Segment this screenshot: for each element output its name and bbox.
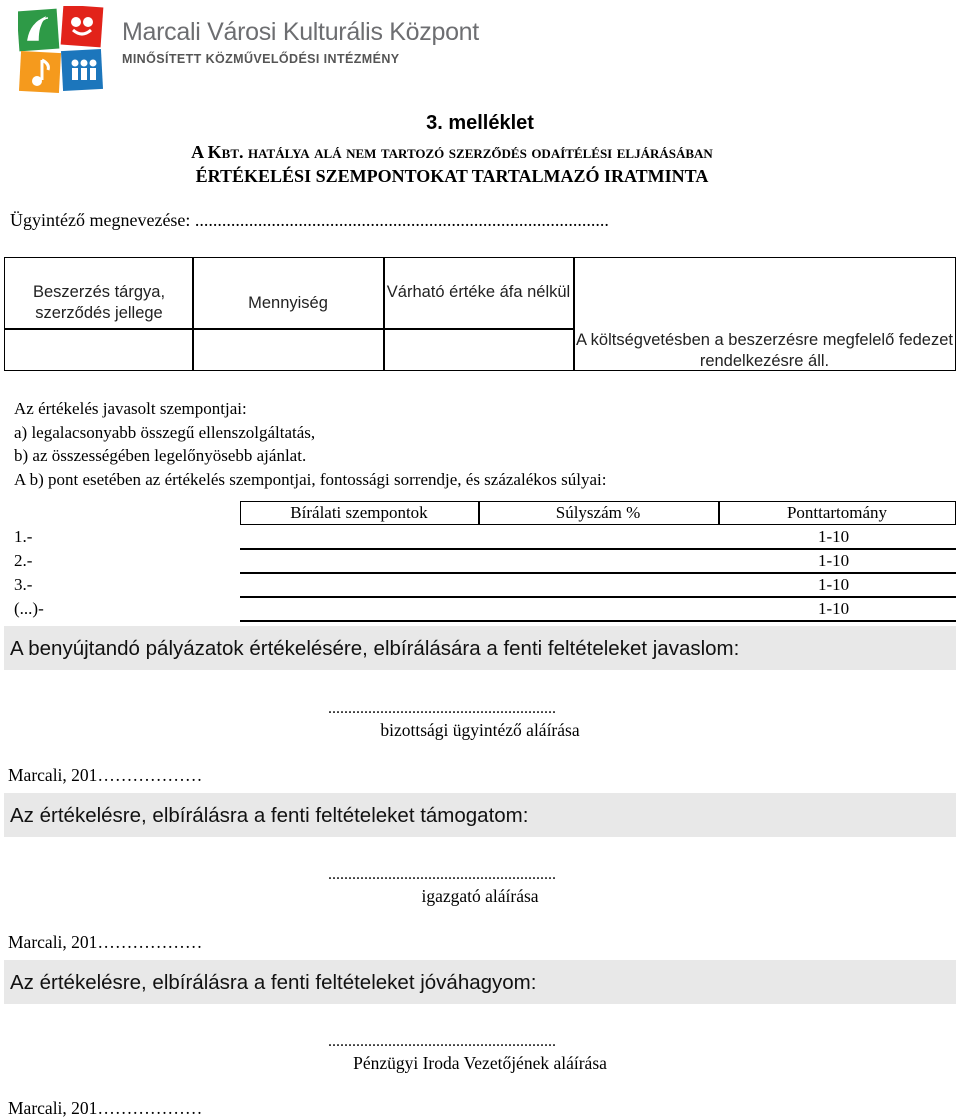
proposal-statement: A benyújtandó pályázatok értékelésére, elbírálására a fenti feltételeket javaslom: — [10, 637, 740, 660]
place-date: Marcali, 201……………… — [8, 765, 203, 785]
criteria-option-a: a) legalacsonyabb összegű ellenszolgáltatás, — [14, 423, 316, 442]
criteria-row-number: 2.- — [14, 551, 33, 570]
procurement-table — [4, 257, 956, 371]
organization-logo — [18, 6, 104, 94]
signature-line: ......................................................... — [328, 1033, 556, 1050]
criteria-row-number: 1.- — [14, 527, 33, 546]
criteria-row-range: 1-10 — [818, 599, 850, 618]
place-date: Marcali, 201……………… — [8, 932, 203, 952]
criteria-row-number: (...)- — [14, 599, 44, 618]
criteria-option-b: b) az összességében legelőnyösebb ajánlat. — [14, 446, 307, 465]
row-divider — [240, 548, 956, 550]
document-title-line-2: ÉRTÉKELÉSI SZEMPONTOKAT TARTALMAZÓ IRATMINTA — [195, 166, 709, 186]
logo-tile-green — [18, 9, 59, 52]
support-statement: Az értékelésre, elbírálásra a fenti feltételeket támogatom: — [10, 804, 529, 827]
logo-tile-blue — [61, 49, 103, 91]
budget-coverage-note: A költségvetésben a beszerzésre megfelelő fedezet rendelkezésre áll. — [576, 331, 953, 370]
signature-line: ......................................................... — [328, 866, 556, 883]
signature-line: ......................................................... — [328, 700, 556, 717]
signature-caption-director: igazgató aláírása — [421, 886, 539, 906]
approval-band — [4, 960, 956, 1004]
approval-statement: Az értékelésre, elbírálásra a fenti feltételeket jóváhagyom: — [10, 971, 537, 994]
signature-caption-finance-head: Pénzügyi Iroda Vezetőjének aláírása — [353, 1053, 607, 1073]
header-procurement-subject: Beszerzés tárgya, szerződés jellege — [32, 283, 166, 322]
place-date: Marcali, 201……………… — [8, 1098, 203, 1118]
criteria-row-range: 1-10 — [818, 575, 850, 594]
logo-tile-red — [61, 6, 104, 47]
criteria-row-number: 3.- — [14, 575, 33, 594]
header-point-range: Ponttartomány — [786, 503, 888, 522]
header-weight: Súlyszám % — [555, 503, 641, 522]
organization-subtitle: MINŐSÍTETT KÖZMŰVELŐDÉSI INTÉZMÉNY — [122, 52, 400, 66]
organization-name: Marcali Városi Kulturális Központ — [122, 18, 479, 46]
header-quantity: Mennyiség — [248, 294, 328, 312]
row-divider — [240, 596, 956, 598]
criteria-row-range: 1-10 — [818, 551, 850, 570]
criteria-table-header — [240, 501, 956, 525]
header-estimated-value: Várható értéke áfa nélkül — [386, 283, 571, 301]
administrator-label: Ügyintéző megnevezése: ............................................................................................ — [10, 210, 609, 230]
criteria-row-range: 1-10 — [818, 527, 850, 546]
row-divider — [240, 620, 956, 622]
logo-tile-orange — [19, 51, 61, 93]
header-evaluation-criteria: Bírálati szempontok — [290, 503, 428, 522]
table-row-divider — [5, 328, 574, 330]
proposal-band — [4, 626, 956, 670]
criteria-intro: Az értékelés javasolt szempontjai: — [14, 399, 247, 418]
criteria-b-note: A b) pont esetében az értékelés szempontjai, fontossági sorrendje, és százalékos súlyai: — [14, 470, 607, 489]
table-divider — [383, 258, 385, 370]
row-divider — [240, 572, 956, 574]
signature-caption-administrator: bizottsági ügyintéző aláírása — [380, 720, 580, 740]
document-title-line-1: A Kbt. hatálya alá nem tartozó szerződés odaítélési eljárásában — [191, 142, 713, 162]
annex-number: 3. melléklet — [426, 112, 534, 134]
support-band — [4, 793, 956, 837]
